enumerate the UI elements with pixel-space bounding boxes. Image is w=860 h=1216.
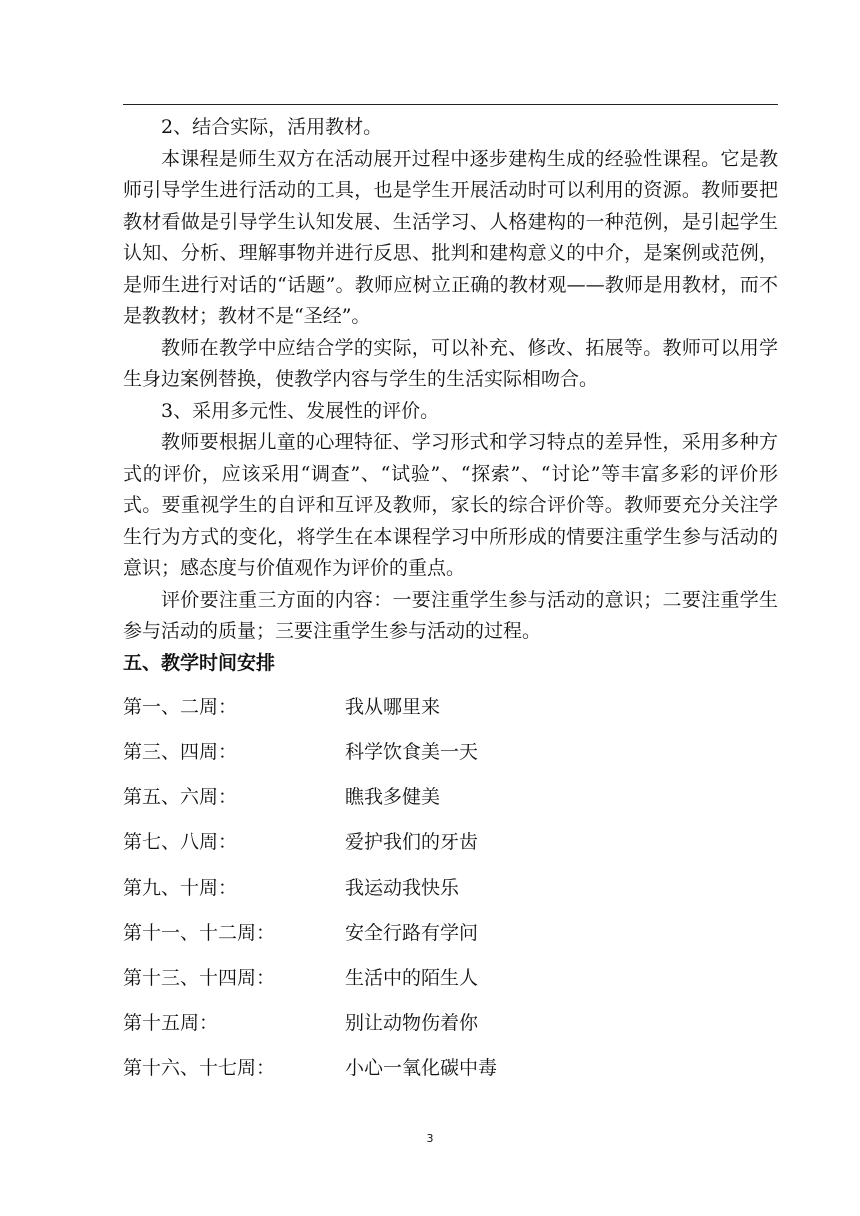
schedule-row	[123, 685, 778, 730]
schedule-topic: 生活中的陌生人	[345, 966, 479, 989]
schedule-row	[123, 730, 778, 775]
schedule-topic: 我从哪里来	[345, 695, 441, 718]
schedule-topic: 我运动我快乐	[345, 876, 460, 899]
paragraph-textbook-view: 本课程是师生双方在活动展开过程中逐步建构生成的经验性课程。它是教师引导学生进行活动的工具，也是学生开展活动时可以利用的资源。教师要把教材看做是引导学生认知发展、生活学习、人格建构的一种范例，是引起学生认知、分析、理解事物并进行反思、批判和建构意义的中介，是案例或范例，是师生进行对话的“话题”。教师应树立正确的教材观——教师是用教材，而不是教教材；教材不是“圣经”。	[123, 147, 778, 327]
schedule-topic: 别让动物伤着你	[345, 1012, 479, 1035]
subheading-3: 3、采用多元性、发展性的评价。	[161, 399, 440, 422]
schedule-topic: 小心一氧化碳中毒	[345, 1057, 498, 1080]
schedule-topic: 爱护我们的牙齿	[345, 831, 479, 854]
schedule-week: 第十一、十二周：	[123, 921, 276, 944]
schedule-row	[123, 821, 778, 866]
paragraph-evaluation: 教师要根据儿童的心理特征、学习形式和学习特点的差异性，采用多种方式的评价，应该采用“调查”、“试验”、“探索”、“讨论”等丰富多彩的评价形式。要重视学生的自评和互评及教师，家长的综合评价等。教师要充分关注学生行为方式的变化，将学生在本课程学习中所形成的情要注重学生参与活动的意识；感态度与价值观作为评价的重点。	[123, 431, 778, 579]
schedule-week: 第三、四周：	[123, 741, 238, 764]
page-number: 3	[426, 1132, 434, 1145]
schedule-row	[123, 956, 778, 1001]
header-rule	[123, 104, 778, 105]
schedule-row	[123, 775, 778, 820]
schedule-row	[123, 1047, 778, 1092]
schedule-row	[123, 1001, 778, 1046]
body-content	[123, 112, 778, 1092]
schedule-topic: 科学饮食美一天	[345, 741, 479, 764]
schedule-week: 第七、八周：	[123, 831, 238, 854]
schedule-row	[123, 866, 778, 911]
schedule-topic: 瞧我多健美	[345, 786, 441, 809]
paragraph-supplement: 教师在教学中应结合学的实际，可以补充、修改、拓展等。教师可以用学生身边案例替换，使教学内容与学生的生活实际相吻合。	[123, 336, 778, 390]
paragraph-evaluation-focus: 评价要注重三方面的内容：一要注重学生参与活动的意识；二要注重学生参与活动的质量；三要注重学生参与活动的过程。	[123, 588, 778, 642]
schedule-row	[123, 911, 778, 956]
schedule-week: 第一、二周：	[123, 695, 238, 718]
section-heading: 五、教学时间安排	[123, 651, 276, 674]
schedule-topic: 安全行路有学问	[345, 921, 479, 944]
subheading-2: 2、结合实际，活用教材。	[161, 116, 383, 138]
schedule-week: 第九、十周：	[123, 876, 238, 899]
schedule-list	[123, 685, 778, 1092]
schedule-week: 第五、六周：	[123, 786, 238, 809]
schedule-week: 第十五周：	[123, 1012, 219, 1035]
schedule-week: 第十六、十七周：	[123, 1057, 276, 1080]
schedule-week: 第十三、十四周：	[123, 966, 276, 989]
